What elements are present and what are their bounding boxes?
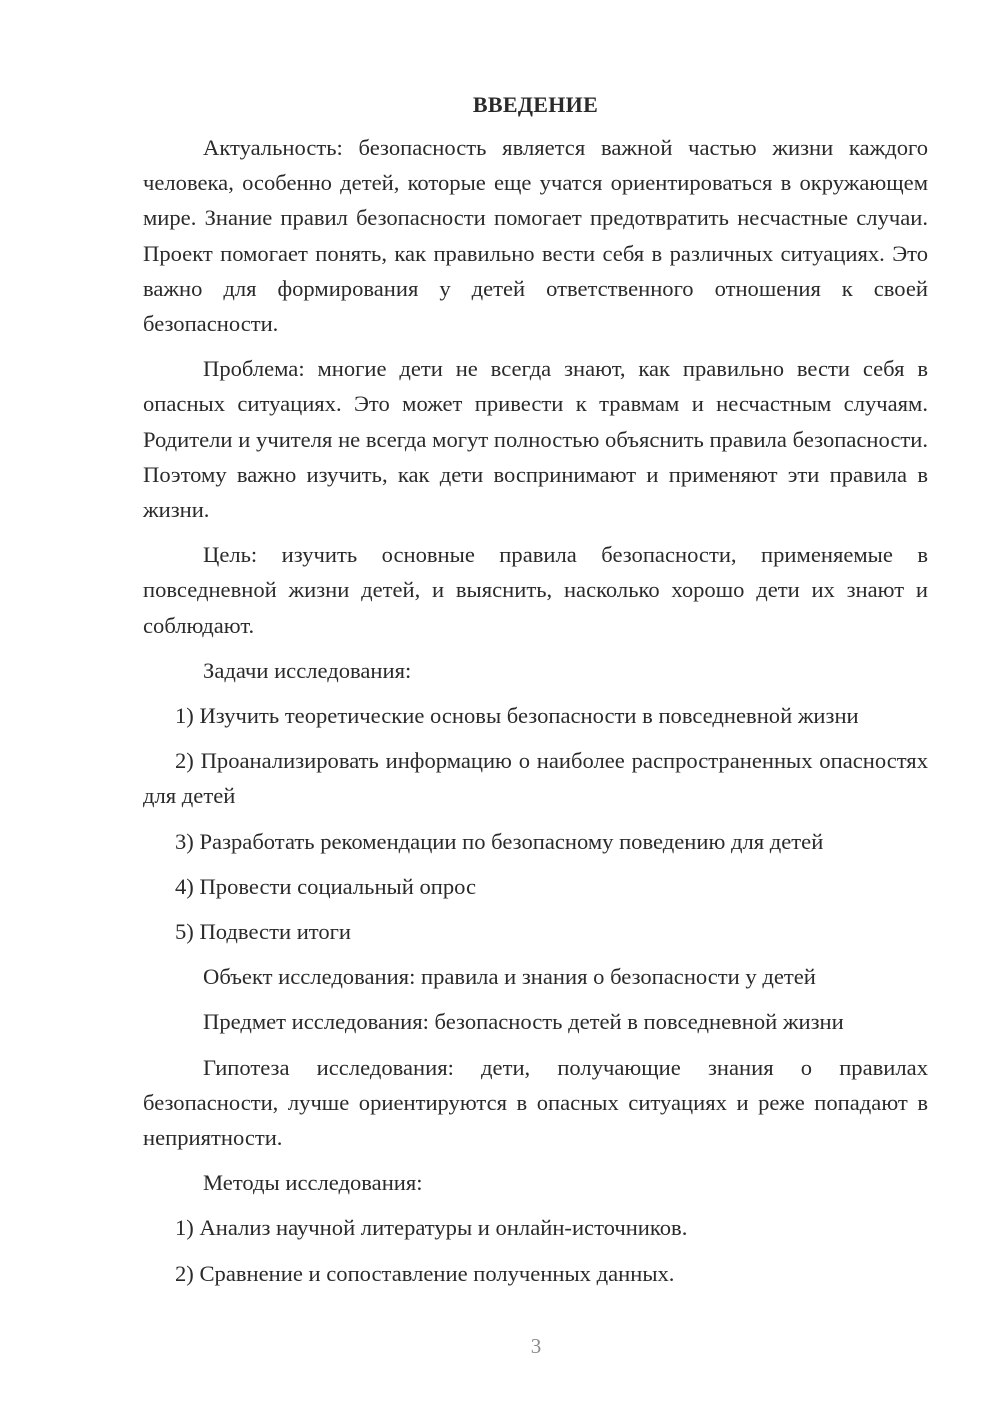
task-item-3: 3) Разработать рекомендации по безопасному поведению для детей	[175, 828, 824, 854]
object-paragraph: Объект исследования: правила и знания о безопасности у детей	[203, 964, 816, 990]
task-item-4: 4) Провести социальный опрос	[175, 873, 477, 899]
subject-paragraph: Предмет исследования: безопасность детей в повседневной жизни	[203, 1009, 844, 1035]
task-item-1: 1) Изучить теоретические основы безопасности в повседневной жизни	[175, 703, 859, 729]
goal-paragraph: Цель: изучить основные правила безопасности, применяемые в повседневной жизни детей, и выяснить, насколько хорошо дети их знают и соблюдают.	[143, 542, 928, 638]
method-item-2: 2) Сравнение и сопоставление полученных данных.	[175, 1260, 675, 1286]
page-number: 3	[530, 1334, 542, 1358]
tasks-heading: Задачи исследования:	[203, 657, 412, 683]
problem-paragraph: Проблема: многие дети не всегда знают, как правильно вести себя в опасных ситуациях. Это может привести к травмам и несчастным случаям. Родители и учителя не всегда могут полностью объяснить правила безопасности. Поэтому важно изучить, как дети воспринимают и применяют эти правила в жизни.	[143, 356, 928, 523]
hypothesis-paragraph: Гипотеза исследования: дети, получающие знания о правилах безопасности, лучше ориентируются в опасных ситуациях и реже попадают в неприятности.	[143, 1054, 928, 1151]
methods-heading: Методы исследования:	[203, 1170, 423, 1196]
relevance-paragraph: Актуальность: безопасность является важной частью жизни каждого человека, особенно детей, которые еще учатся ориентироваться в окружающем мире. Знание правил безопасности помогает предотвратить несчастные случаи. Проект помогает понять, как правильно вести себя в различных ситуациях. Это важно для формирования у детей ответственного отношения к своей безопасности.	[143, 135, 928, 337]
page-title: ВВЕДЕНИЕ	[472, 92, 599, 117]
task-item-5: 5) Подвести итоги	[175, 919, 352, 945]
method-item-1: 1) Анализ научной литературы и онлайн-источников.	[175, 1215, 688, 1241]
task-item-2: 2) Проанализировать информацию о наиболее распространенных опасностях для детей	[143, 748, 928, 809]
page-content	[143, 90, 928, 1301]
